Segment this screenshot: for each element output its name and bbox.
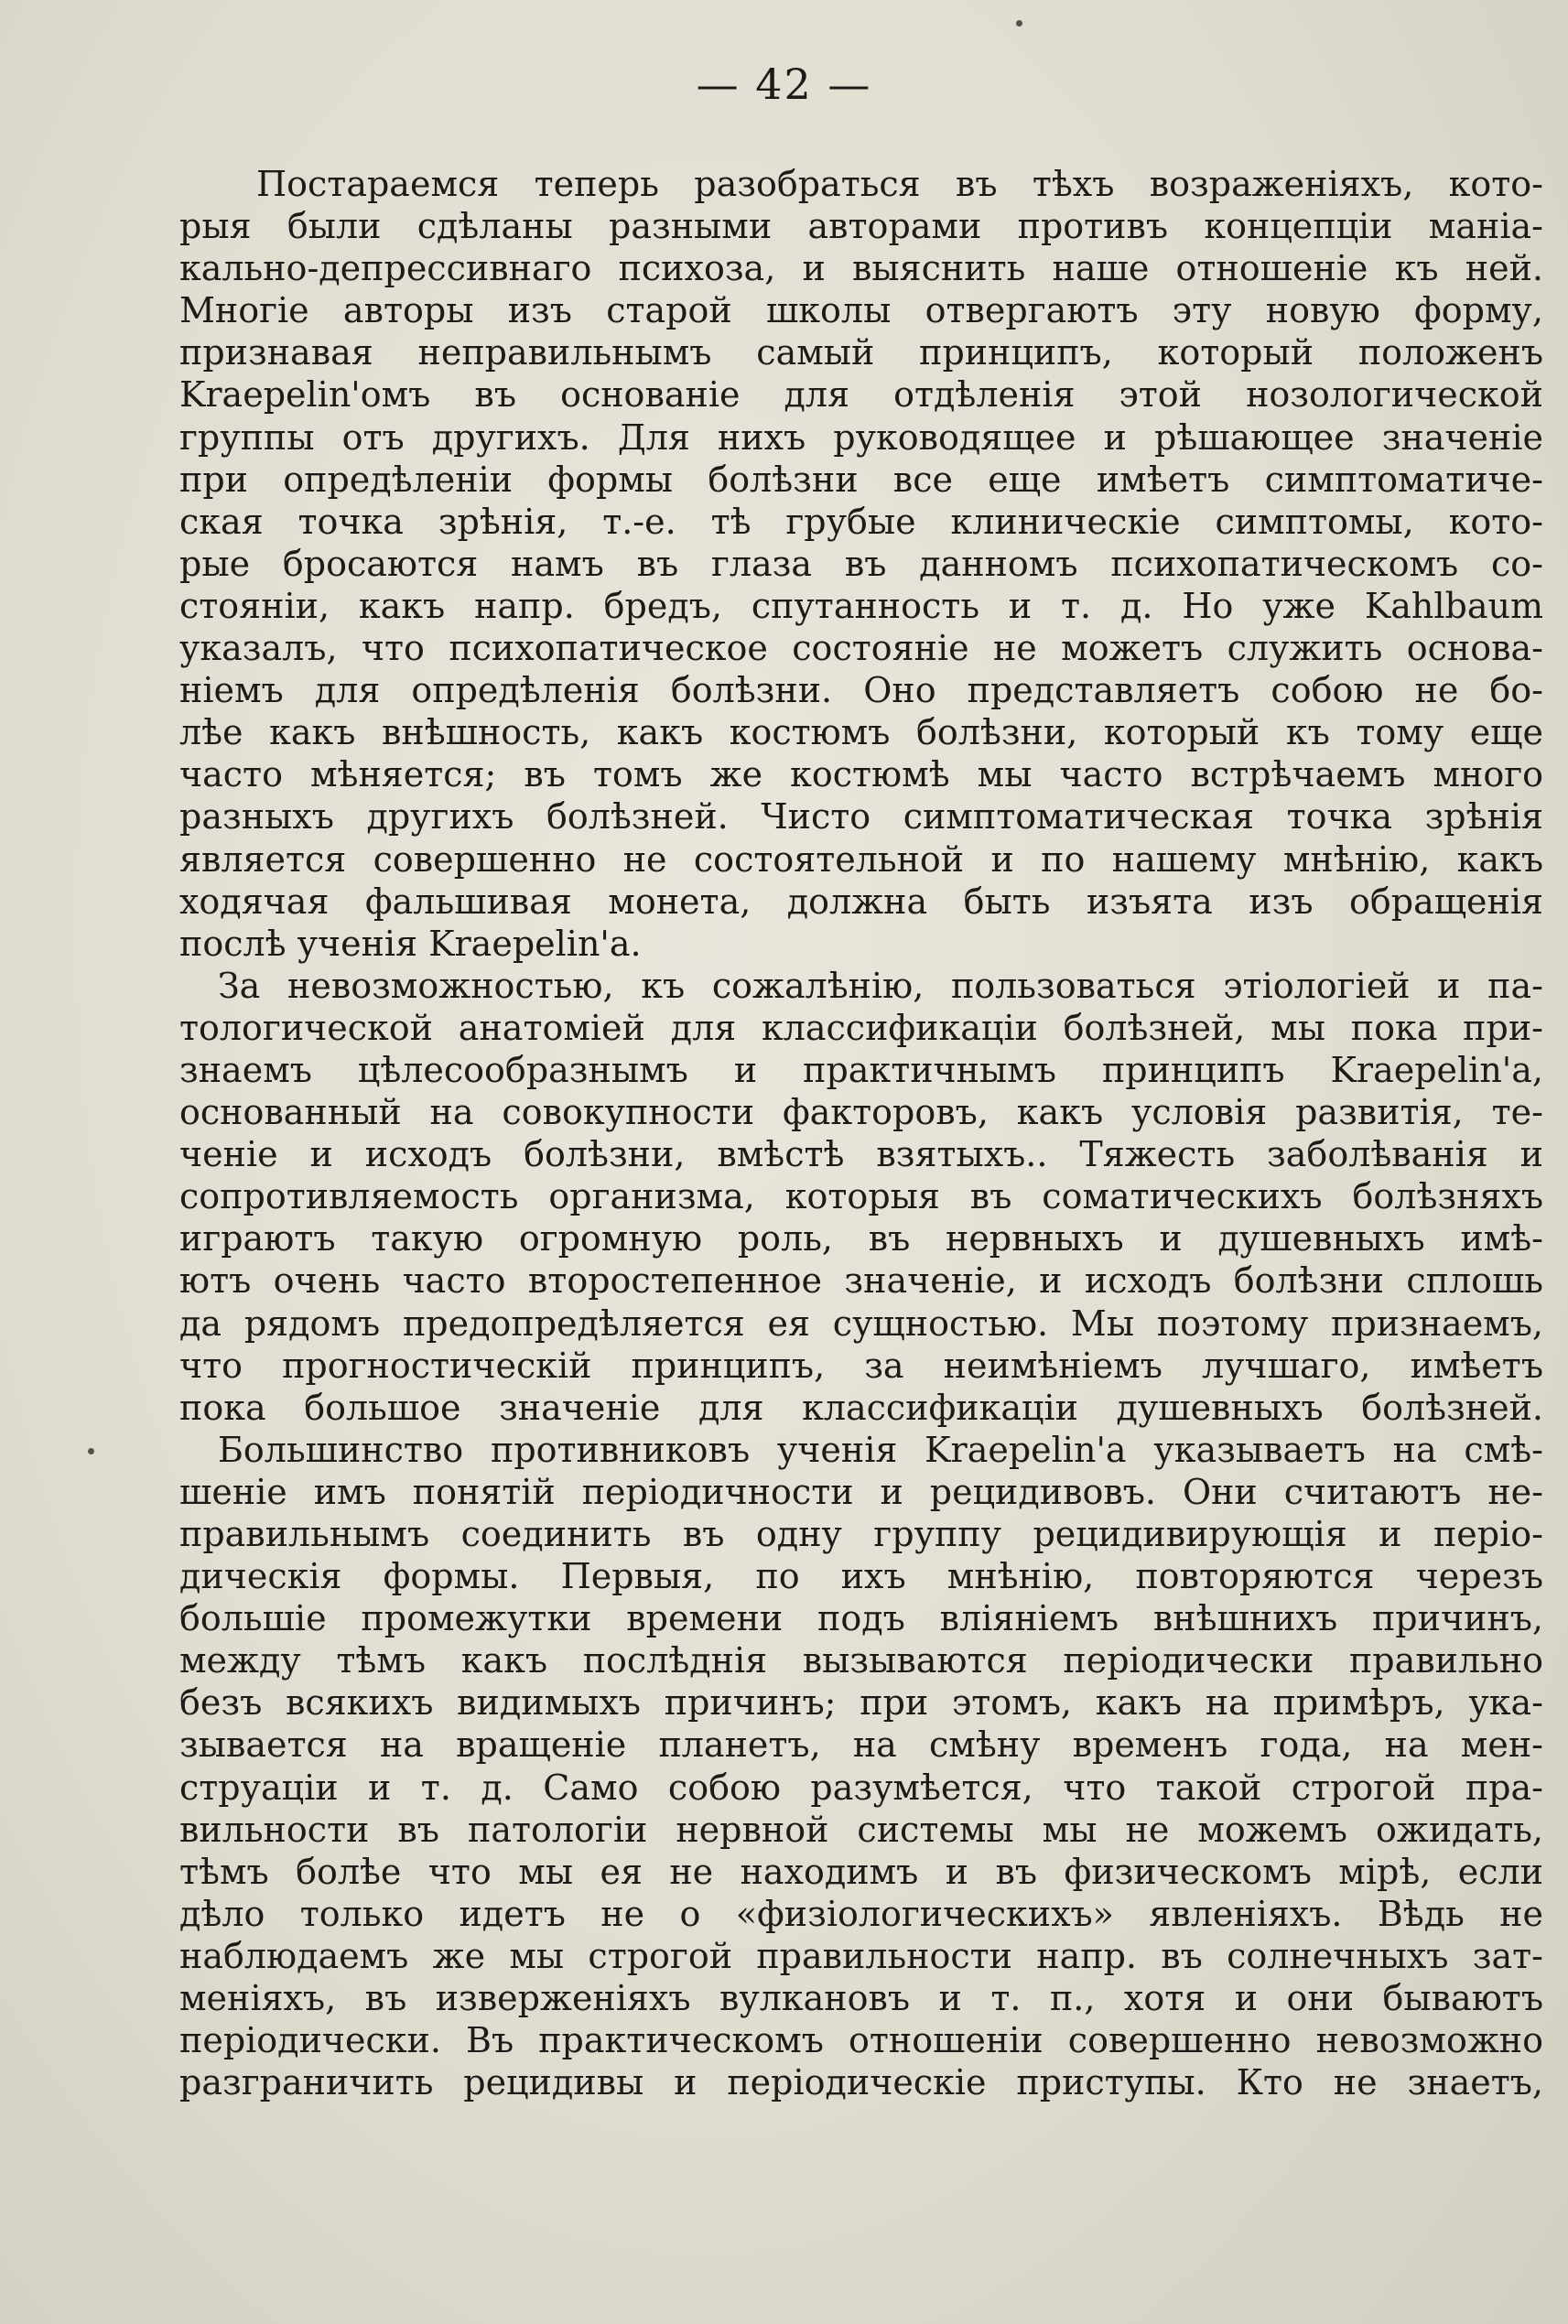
text-line: вильности въ патологіи нервной системы мы не можемъ ожидать, bbox=[179, 1809, 1543, 1850]
text-line: рые бросаются намъ въ глаза въ данномъ психопатическомъ со- bbox=[179, 543, 1543, 584]
text-line: ченіе и исходъ болѣзни, вмѣстѣ взятыхъ.. Тяжесть заболѣванія и bbox=[179, 1134, 1543, 1175]
text-line: тологической анатоміей для классификаціи болѣзней, мы пока при- bbox=[179, 1007, 1543, 1048]
text-line: безъ всякихъ видимыхъ причинъ; при этомъ, какъ на примѣръ, ука- bbox=[179, 1682, 1543, 1724]
text-line: большіе промежутки времени подъ вліяніемъ внѣшнихъ причинъ, bbox=[179, 1598, 1543, 1639]
paragraph-3 bbox=[179, 1429, 1543, 2104]
text-line: знаемъ цѣлесообразнымъ и практичнымъ принципъ Kraepelin'а, bbox=[179, 1049, 1543, 1090]
text-line: наблюдаемъ же мы строгой правильности напр. въ солнечныхъ зат- bbox=[179, 1935, 1543, 1976]
text-line: пока большое значеніе для классификаціи душевныхъ болѣзней. bbox=[179, 1387, 1543, 1428]
text-line: Большинство противниковъ ученія Kraepelin'а указываетъ на смѣ- bbox=[218, 1429, 1543, 1470]
text-line: шеніе имъ понятій періодичности и рецидивовъ. Они считаютъ не- bbox=[179, 1471, 1543, 1512]
text-line: Постараемся теперь разобраться въ тѣхъ возраженіяхъ, кото- bbox=[256, 164, 1543, 204]
text-line: зывается на вращеніе планетъ, на смѣну временъ года, на мен- bbox=[179, 1724, 1543, 1766]
print-speck bbox=[1016, 20, 1022, 27]
text-line: часто мѣняется; въ томъ же костюмѣ мы часто встрѣчаемъ много bbox=[179, 754, 1543, 795]
paragraph-1 bbox=[179, 163, 1543, 965]
text-line: меніяхъ, въ изверженіяхъ вулкановъ и т. п., хотя и они бываютъ bbox=[179, 1978, 1543, 2019]
text-line: ская точка зрѣнія, т.-е. тѣ грубые клиническіе симптомы, кото- bbox=[179, 501, 1543, 542]
text-line: признавая неправильнымъ самый принципъ, который положенъ bbox=[179, 332, 1543, 373]
text-line: ходячая фальшивая монета, должна быть изъята изъ обращенія bbox=[179, 881, 1543, 922]
page-number: — 42 — bbox=[696, 59, 872, 109]
text-line: ніемъ для опредѣленія болѣзни. Оно представляетъ собою не бо- bbox=[179, 670, 1543, 711]
text-line: струаціи и т. д. Само собою разумѣется, что такой строгой пра- bbox=[179, 1767, 1543, 1808]
body-text bbox=[179, 163, 1543, 2103]
text-line: при опредѣленіи формы болѣзни все еще имѣетъ симптоматиче- bbox=[179, 459, 1543, 500]
text-line: разныхъ другихъ болѣзней. Чисто симптоматическая точка зрѣнія bbox=[179, 796, 1543, 838]
text-line: основанный на совокупности факторовъ, какъ условія развитія, те- bbox=[179, 1092, 1543, 1133]
text-line: Kraepelin'омъ въ основаніе для отдѣленія этой нозологической bbox=[179, 374, 1543, 416]
text-line: Многіе авторы изъ старой школы отвергаютъ эту новую форму, bbox=[179, 290, 1543, 331]
text-line: играютъ такую огромную роль, въ нервныхъ и душевныхъ имѣ- bbox=[179, 1218, 1543, 1259]
text-line: является совершенно не состоятельной и по нашему мнѣнію, какъ bbox=[179, 838, 1543, 880]
print-speck bbox=[88, 1448, 94, 1454]
text-line: тѣмъ болѣе что мы ея не находимъ и въ физическомъ мірѣ, если bbox=[179, 1851, 1543, 1892]
text-line: указалъ, что психопатическое состояніе не можетъ служить основа- bbox=[179, 628, 1543, 669]
paragraph-2 bbox=[179, 965, 1543, 1429]
text-line: лѣе какъ внѣшность, какъ костюмъ болѣзни, который къ тому еще bbox=[179, 712, 1543, 753]
text-line: сопротивляемость организма, которыя въ соматическихъ болѣзняхъ bbox=[179, 1176, 1543, 1217]
text-line: что прогностическій принципъ, за неимѣніемъ лучшаго, имѣетъ bbox=[179, 1345, 1543, 1386]
text-line: правильнымъ соединить въ одну группу рецидивирующія и періо- bbox=[179, 1514, 1543, 1554]
text-line: дическія формы. Первыя, по ихъ мнѣнію, повторяются черезъ bbox=[179, 1556, 1543, 1597]
text-line: ютъ очень часто второстепенное значеніе, и исходъ болѣзни сплошь bbox=[179, 1260, 1543, 1302]
text-line: группы отъ другихъ. Для нихъ руководящее и рѣшающее значеніе bbox=[179, 416, 1543, 458]
text-line: между тѣмъ какъ послѣднія вызываются періодически правильно bbox=[179, 1640, 1543, 1681]
text-line: да рядомъ предопредѣляется ея сущностью. Мы поэтому признаемъ, bbox=[179, 1303, 1543, 1344]
text-line: кально-депрессивнаго психоза, и выяснить наше отношеніе къ ней. bbox=[179, 248, 1543, 289]
text-line: періодически. Въ практическомъ отношеніи совершенно невозможно bbox=[179, 2020, 1543, 2061]
text-line: рыя были сдѣланы разными авторами противъ концепціи маніа- bbox=[179, 206, 1543, 247]
text-line: послѣ ученія Kraepelin'а. bbox=[179, 923, 642, 964]
text-line: дѣло только идетъ не о «физіологическихъ» явленіяхъ. Вѣдь не bbox=[179, 1893, 1543, 1934]
text-line: разграничить рецидивы и періодическіе приступы. Кто не знаетъ, bbox=[179, 2062, 1543, 2103]
text-line: стояніи, какъ напр. бредъ, спутанность и т. д. Но уже Kahlbaum bbox=[179, 585, 1543, 626]
text-line: За невозможностью, къ сожалѣнію, пользоваться этіологіей и па- bbox=[218, 965, 1543, 1006]
